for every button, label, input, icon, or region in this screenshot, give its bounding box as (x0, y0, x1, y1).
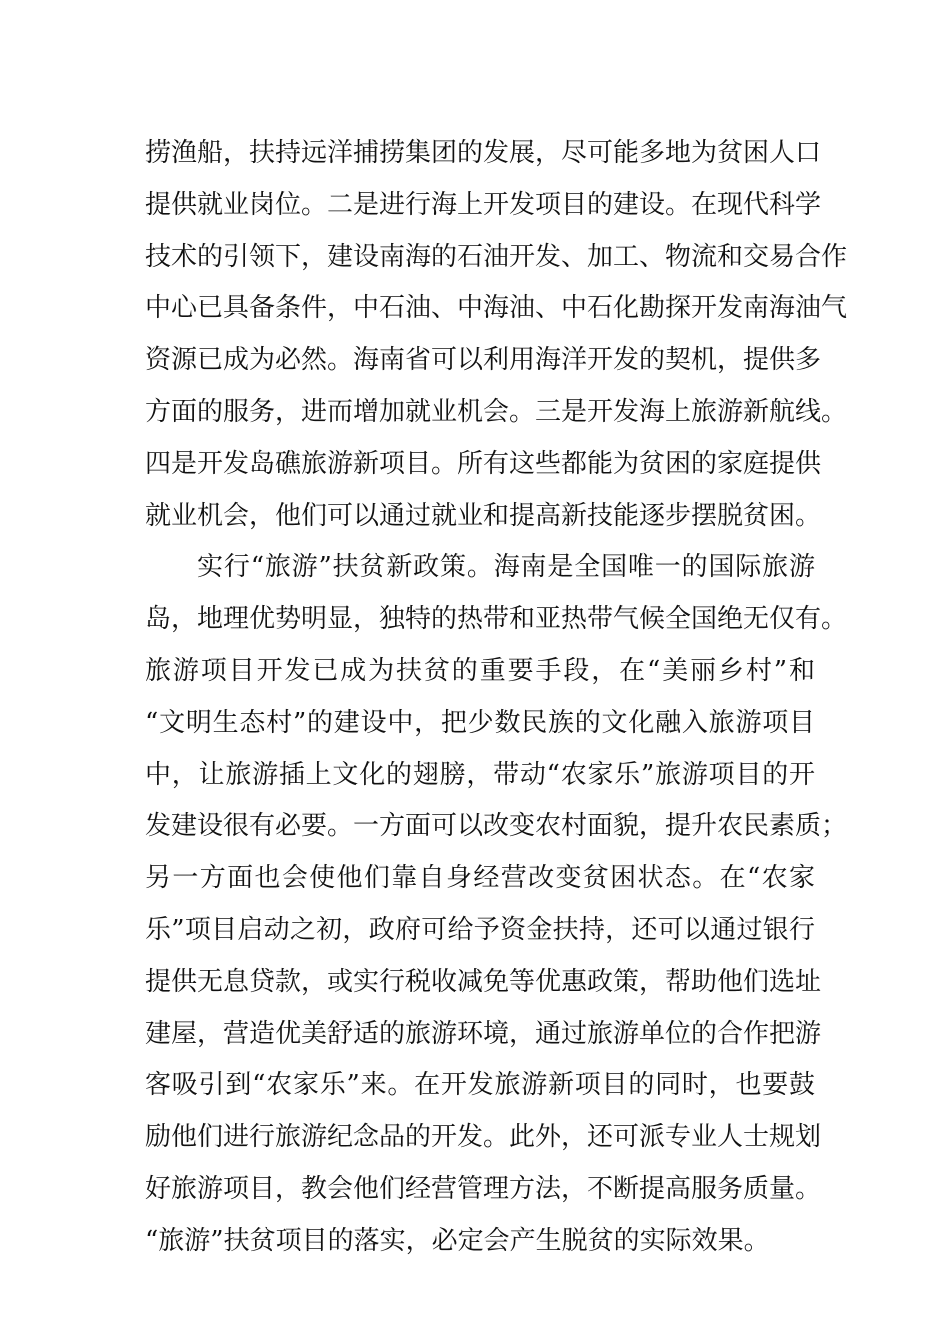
text-line: “文明生态村”的建设中，把少数民族的文化融入旅游项目 (145, 707, 815, 738)
text-line: “旅游”扶贫项目的落实，必定会产生脱贫的实际效果。 (145, 1225, 770, 1256)
text-line: 客吸引到“农家乐”来。在开发旅游新项目的同时，也要鼓 (145, 1070, 815, 1101)
text-line: 技术的引领下，建设南海的石油开发、加工、物流和交易合作 (145, 241, 848, 272)
text-line: 另一方面也会使他们靠自身经营改变贫困状态。在“农家 (145, 863, 815, 894)
text-line: 提供无息贷款，或实行税收减免等优惠政策，帮助他们选址 (145, 966, 822, 997)
text-line: 中心已具备条件，中石油、中海油、中石化勘探开发南海油气 (145, 293, 848, 324)
text-line: 岛，地理优势明显，独特的热带和亚热带气候全国绝无仅有。 (145, 604, 848, 635)
text-line: 发建设很有必要。一方面可以改变农村面貌，提升农民素质； (145, 811, 848, 842)
text-line: 中，让旅游插上文化的翅膀，带动“农家乐”旅游项目的开 (145, 759, 815, 790)
text-line: 励他们进行旅游纪念品的开发。此外，还可派专业人士规划 (145, 1122, 822, 1153)
text-line: 四是开发岛礁旅游新项目。所有这些都能为贫困的家庭提供 (145, 448, 822, 479)
text-line: 好旅游项目，教会他们经营管理方法，不断提高服务质量。 (145, 1173, 822, 1204)
text-line: 资源已成为必然。海南省可以利用海洋开发的契机，提供多 (145, 345, 822, 376)
paragraph-first-line: 实行“旅游”扶贫新政策。海南是全国唯一的国际旅游 (197, 552, 815, 583)
text-line: 捞渔船，扶持远洋捕捞集团的发展，尽可能多地为贫困人口 (145, 138, 822, 168)
text-line: 提供就业岗位。二是进行海上开发项目的建设。在现代科学 (145, 189, 822, 220)
text-line: 方面的服务，进而增加就业机会。三是开发海上旅游新航线。 (145, 396, 848, 427)
body-text (145, 128, 848, 1268)
text-line: 就业机会，他们可以通过就业和提高新技能逐步摆脱贫困。 (145, 500, 822, 531)
text-line: 旅游项目开发已成为扶贫的重要手段，在“美丽乡村”和 (145, 655, 815, 686)
text-line: 建屋，营造优美舒适的旅游环境，通过旅游单位的合作把游 (145, 1018, 822, 1049)
text-line: 乐”项目启动之初，政府可给予资金扶持，还可以通过银行 (145, 914, 815, 945)
